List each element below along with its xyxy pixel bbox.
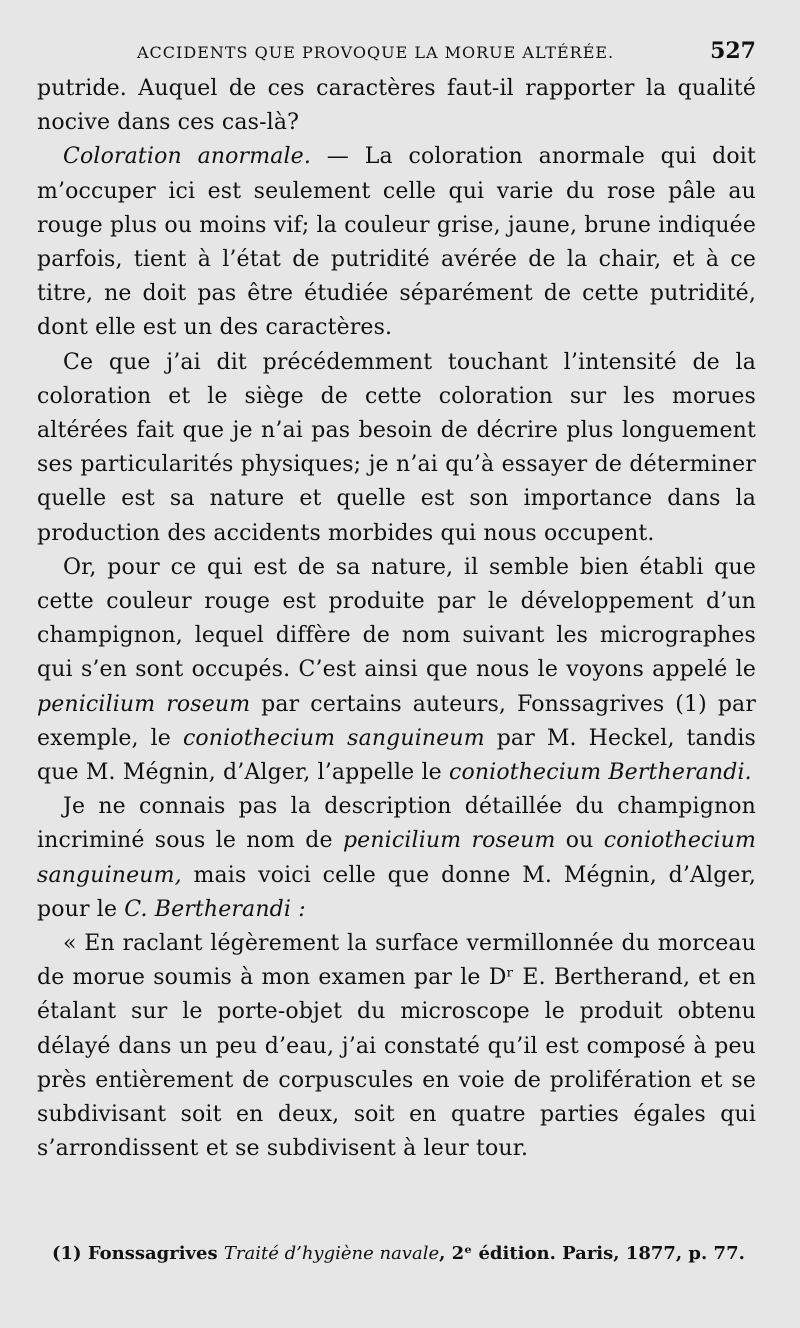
paragraph-5-part-c: mais voici celle que donne M. Mégnin, d’Alger, pour le (37, 862, 756, 922)
paragraph-5-italic-1: penicilium roseum (342, 828, 556, 854)
paragraph-4-italic-2: coniothecium sanguineum (182, 725, 485, 751)
paragraph-5-italic-3: C. Bertherandi : (124, 896, 306, 922)
paragraph-5-part-a: Je ne connais pas la description détaillée du champignon incriminé sous le nom de (37, 794, 756, 854)
footnote-part-b: , 2ᵉ édition. Paris, 1877, p. 77. (439, 1243, 745, 1264)
page-header (37, 38, 756, 68)
footnote-part-a: (1) Fonssagrives (52, 1243, 224, 1264)
paragraph-3 (37, 346, 756, 551)
paragraph-2-text: — La coloration anormale qui doit m’occuper ici est seulement celle qui varie du rose pâle au rouge plus ou moins vif; la couleur grise, jaune, brune indiquée parfois, tient à l’état de putridité avérée de la chair, et à ce titre, ne doit pas être étudiée séparément de cette putridité, dont elle est un des caractères. (37, 144, 756, 341)
paragraph-2 (37, 140, 756, 345)
paragraph-5-part-b: ou (555, 828, 604, 854)
paragraph-4 (37, 551, 756, 790)
paragraph-4-part-c: par M. Heckel, tandis que M. Mégnin, d’Alger, l’appelle le (37, 725, 756, 786)
paragraph-6 (37, 927, 756, 1166)
paragraph-1 (37, 72, 756, 140)
paragraph-5 (37, 790, 756, 927)
page-number: 527 (710, 38, 756, 64)
footnote (52, 1241, 756, 1267)
paragraph-6-text: « En raclant légèrement la surface vermillonnée du morceau de morue soumis à mon examen par le Dʳ E. Bertherand, et en étalant sur le porte-objet du microscope le produit obtenu délayé dans un peu d’eau, j’ai constaté qu’il est composé à peu près entièrement de corpuscules en voie de prolifération et se subdivisant soit en deux, soit en quatre parties égales qui s’arrondissent et se subdivisent à leur tour. (37, 931, 756, 1162)
paragraph-4-part-b: par certains auteurs, Fonssagrives (1) par exemple, le (37, 691, 756, 751)
paragraph-4-part-a: Or, pour ce qui est de sa nature, il semble bien établi que cette couleur rouge est produite par le développement d’un champignon, lequel diffère de nom suivant les micrographes qui s’en sont occupés. C’est ainsi que nous le voyons appelé le (37, 554, 756, 683)
paragraph-4-italic-3: coniothecium Bertherandi. (448, 760, 752, 786)
footnote-title: Traité d’hygiène navale (223, 1243, 440, 1264)
paragraph-4-italic-1: penicilium roseum (37, 691, 251, 717)
paragraph-1-text: putride. Auquel de ces caractères faut-il rapporter la qualité nocive dans ces cas-là? (37, 76, 756, 136)
paragraph-5-italic-2: coniothecium sanguineum, (37, 828, 756, 888)
body-text (37, 72, 756, 1167)
running-head: ACCIDENTS QUE PROVOQUE LA MORUE ALTÉRÉE. (137, 43, 615, 62)
section-heading-coloration: Coloration anormale. (63, 144, 311, 170)
paragraph-3-text: Ce que j’ai dit précédemment touchant l’intensité de la coloration et le siège de cette coloration sur les morues altérées fait que je n’ai pas besoin de décrire plus longuement ses particularités physiques; je n’ai qu’à essayer de déterminer quelle est sa nature et quelle est son importance dans la production des accidents morbides qui nous occupent. (37, 349, 756, 546)
